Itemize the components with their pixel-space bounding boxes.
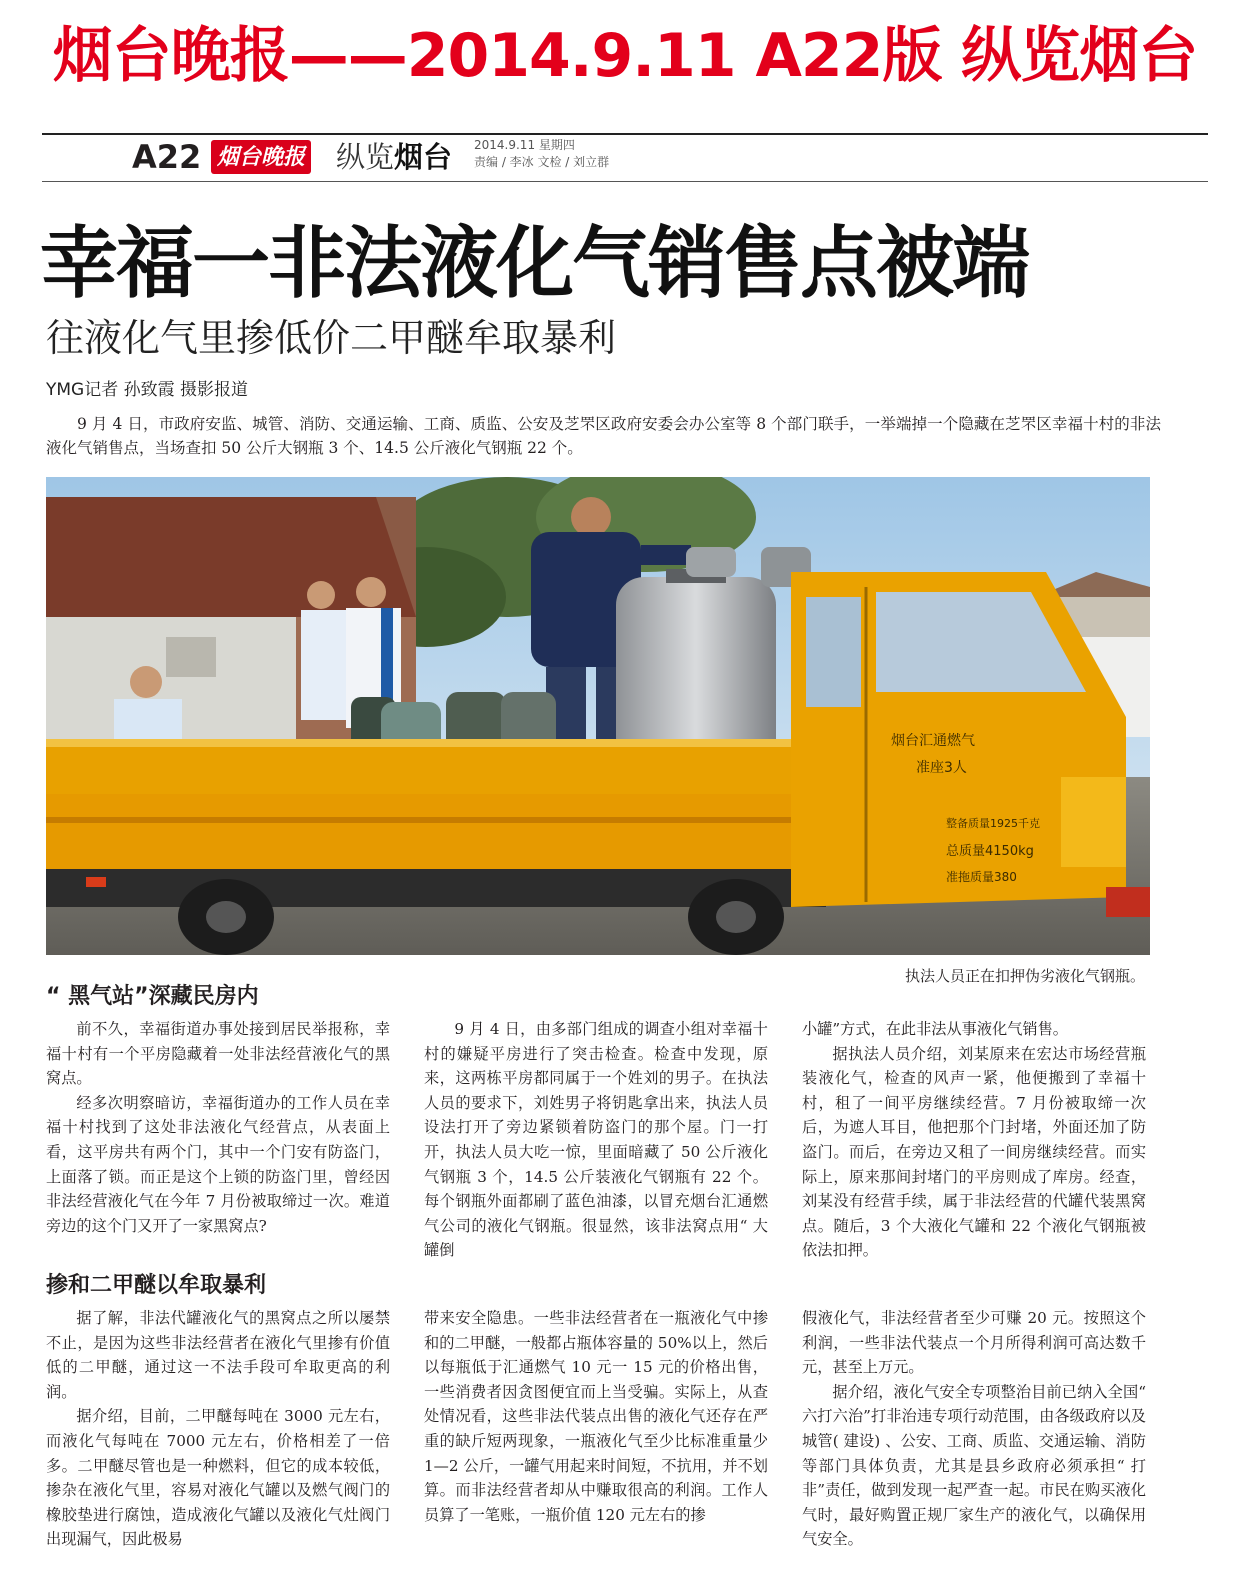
- paragraph: 据了解，非法代罐液化气的黑窝点之所以屡禁不止，是因为这些非法经营者在液化气里掺有价值低的二甲醚，通过这一不法手段可牟取更高的利润。: [46, 1309, 390, 1401]
- paragraph: 经多次明察暗访，幸福街道办的工作人员在幸福十村找到了这处非法液化气经营点，从表面上看，这平房共有两个门，其中一个门安有防盗门，上面落了锁。而正是这个上锁的防盗门里，曾经因非法经营液化气在今年 7 月份被取缔过一次。难道旁边的这个门又开了一家黑窝点?: [46, 1093, 390, 1235]
- editor-credits: 责编 / 李冰 文检 / 刘立群: [474, 155, 610, 169]
- article-lead: 9 月 4 日，市政府安监、城管、消防、交通运输、工商、质监、公安及芝罘区政府安委会办公室等 8 个部门联手，一举端掉一个隐藏在芝罘区幸福十村的非法液化气销售点，当场查扣 50 公斤大钢瓶 3 个、14.5 公斤液化气钢瓶 22 个。: [46, 415, 1161, 457]
- truck-seats-text: 准座3人: [916, 760, 967, 776]
- section-1-title: “ 黑气站”深藏民房内: [46, 984, 259, 1009]
- section-1-column-2: [424, 1017, 768, 1263]
- article-subhead: 往液化气里掺低价二甲醚牟取暴利: [46, 316, 617, 360]
- section-2-title: 掺和二甲醚以牟取暴利: [46, 1273, 267, 1298]
- paragraph-continued: 假液化气，非法经营者至少可赚 20 元。按照这个利润，一些非法代装点一个月所得利润可高达数千元，甚至上万元。: [802, 1309, 1146, 1377]
- paragraph: 据介绍，液化气安全专项整治目前已纳入全国“ 六打六治”打非治违专项行动范围，由各级政府以及城管( 建设) 、公安、工商、质监、交通运输、消防等部门具体负责，尤其是县乡政府必须承担“ 打非”责任，做到发现一起严查一起。市民在购买液化气时，最好购置正规厂家生产的液化气，以确保用气安全。: [802, 1382, 1146, 1549]
- section-name: [336, 137, 452, 177]
- photo-caption: 执法人员正在扣押伪劣液化气钢瓶。: [904, 967, 1145, 985]
- truck-tow-weight-text: 准拖质量380: [946, 870, 1017, 884]
- issue-date: 2014.9.11 星期四: [474, 138, 575, 152]
- newspaper-logo: 烟台晚报: [211, 140, 311, 174]
- paragraph-continued: 带来安全隐患。一些非法经营者在一瓶液化气中掺和的二甲醚，一般都占瓶体容量的 50%以上，然后以每瓶低于汇通燃气 10 元一 15 元的价格出售，一些消费者因贪图便宜而上当受骗。实际上，从查处情况看，这些非法代装点出售的液化气还存在严重的缺斤短两现象，一瓶液化气至少比标准重量少 1—2 公斤，一罐气用起来时间短，不抗用，并不划算。而非法经营者却从中赚取很高的利润。工作人员算了一笔账，一瓶价值 120 元左右的掺: [424, 1309, 768, 1524]
- paragraph: 据执法人员介绍，刘某原来在宏达市场经营瓶装液化气，检查的风声一紧，他便搬到了幸福十村，租了一间平房继续经营。7 月份被取缔一次后，为遮人耳目，他把那个门封堵，外面还加了防盗门。而后，在旁边又租了一间房继续经营。而实际上，原来那间封堵门的平房则成了库房。经查，刘某没有经营手续，属于非法经营的代罐代装黑窝点。随后，3 个大液化气罐和 22 个液化气钢瓶被依法扣押。: [802, 1044, 1146, 1260]
- truck-total-weight-text: 总质量4150kg: [946, 844, 1034, 859]
- section-name-light: 纵览: [336, 140, 395, 174]
- article-headline: 幸福一非法液化气销售点被端: [40, 219, 1029, 309]
- section-2-column-1: [46, 1306, 390, 1552]
- section-name-bold: 烟台: [394, 140, 453, 174]
- truck-curb-weight-text: 整备质量1925千克: [946, 817, 1040, 830]
- header-bottom-rule: [42, 181, 1208, 182]
- page-banner: 烟台晚报——2014.9.11 A22版 纵览烟台: [52, 21, 1198, 91]
- truck-company-text: 烟台汇通燃气: [891, 733, 975, 749]
- article-byline: YMG记者 孙致霞 摄影报道: [46, 380, 249, 400]
- paragraph-continued: 小罐”方式，在此非法从事液化气销售。: [802, 1020, 1068, 1038]
- section-1-column-3: [802, 1017, 1146, 1263]
- news-photo: [46, 477, 1150, 955]
- section-2-column-2: [424, 1306, 768, 1527]
- paragraph: 前不久，幸福街道办事处接到居民举报称，幸福十村有一个平房隐藏着一处非法经营液化气的黑窝点。: [46, 1020, 390, 1088]
- section-1-column-1: [46, 1017, 390, 1238]
- section-2-column-3: [802, 1306, 1146, 1552]
- header-top-rule: [42, 133, 1208, 135]
- page-number: A22: [132, 138, 202, 176]
- paragraph: 9 月 4 日，由多部门组成的调查小组对幸福十村的嫌疑平房进行了突击检查。检查中发现，原来，这两栋平房都同属于一个姓刘的男子。在执法人员的要求下，刘姓男子将钥匙拿出来，执法人员设法打开了旁边紧锁着防盗门的那个屋。门一打开，执法人员大吃一惊，里面暗藏了 50 公斤液化气钢瓶 3 个，14.5 公斤装液化气钢瓶有 22 个。每个钢瓶外面都刷了蓝色油漆，以冒充烟台汇通燃气公司的液化气钢瓶。很显然，该非法窝点用“ 大罐倒: [424, 1020, 768, 1260]
- paragraph: 据介绍，目前，二甲醚每吨在 3000 元左右，而液化气每吨在 7000 元左右，价格相差了一倍多。二甲醚尽管也是一种燃料，但它的成本较低，掺杂在液化气里，容易对液化气罐以及燃气阀门的橡胶垫进行腐蚀，造成液化气罐以及液化气灶阀门出现漏气，因此极易: [46, 1407, 390, 1549]
